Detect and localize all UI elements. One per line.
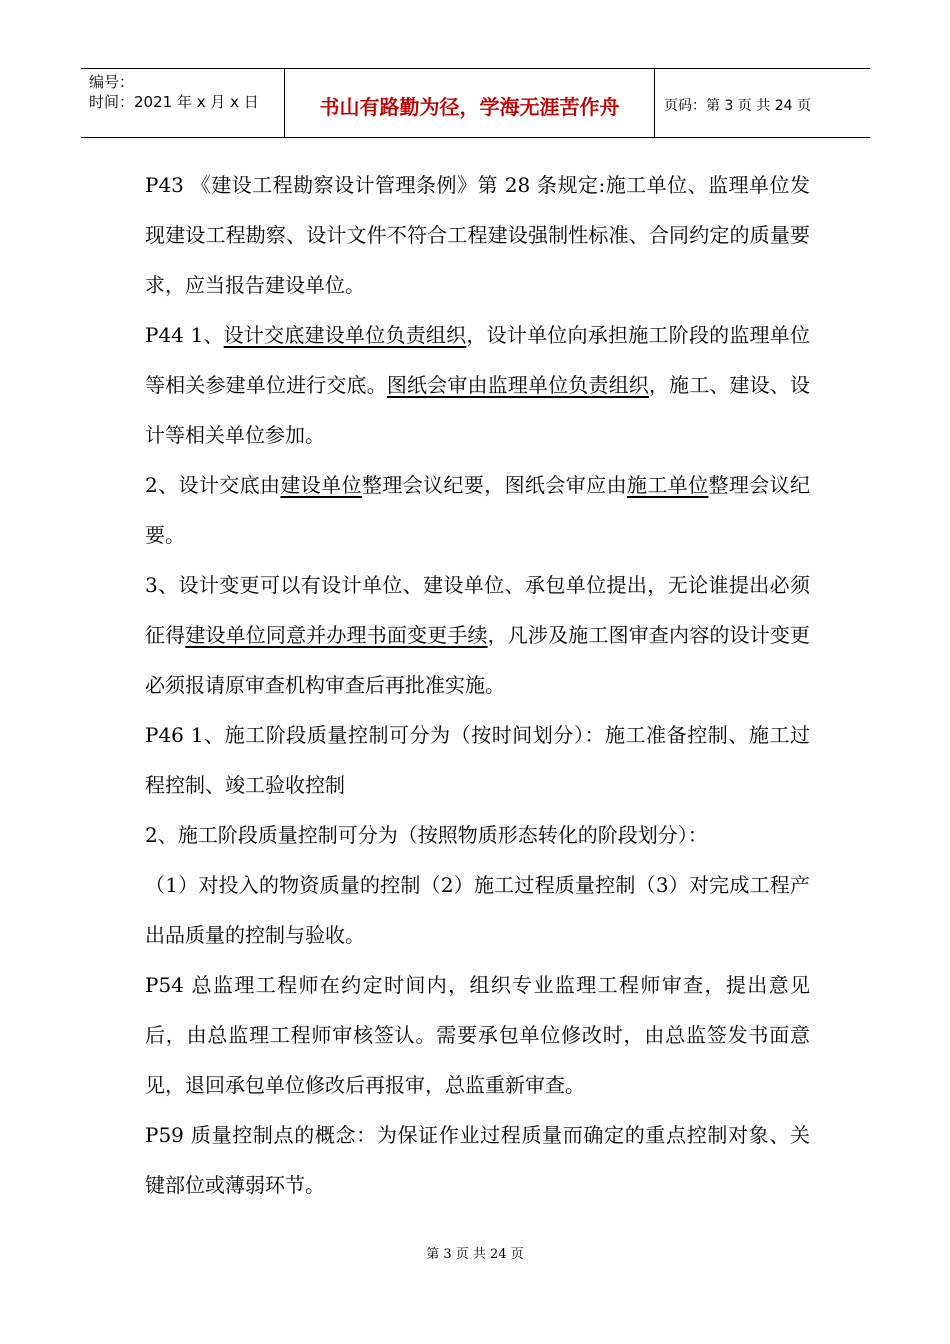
document-number-label: 编号：: [89, 73, 135, 91]
paragraph: [145, 1110, 810, 1210]
text-segment: P54 总监理工程师在约定时间内，组织专业监理工程师审查，提出意见后，由总监理工程师审核签认。需要承包单位修改时，由总监签发书面意见，退回承包单位修改后再报审，总监重新审查。: [145, 973, 810, 1097]
paragraph: [145, 160, 810, 310]
text-segment: P59 质量控制点的概念：为保证作业过程质量而确定的重点控制对象、关键部位或薄弱环节。: [145, 1123, 810, 1197]
page-footer: 第 3 页 共 24 页: [426, 1247, 524, 1262]
text-segment: 整理会议纪要。: [145, 473, 811, 547]
paragraph: [145, 560, 810, 710]
text-segment: 3、设计变更可以有设计单位、建设单位、承包单位提出，无论谁提出必须征得: [145, 573, 810, 647]
header-motto: 书山有路勤为径，学海无涯苦作舟: [285, 69, 655, 137]
underlined-text: 图纸会审由监理单位负责组织: [386, 373, 649, 397]
text-segment: P44 1、: [145, 323, 224, 347]
document-body: [145, 160, 810, 1210]
text-segment: ，凡涉及施工图审查内容的设计变更必须报请原审查机构审查后再批准实施。: [145, 623, 810, 697]
header-meta: [81, 69, 285, 137]
underlined-text: 建设单位: [280, 473, 362, 497]
text-segment: P46 1、施工阶段质量控制可分为（按时间划分）：施工准备控制、施工过程控制、竣工验收控制: [145, 723, 810, 797]
text-segment: ，设计单位向承担施工阶段的监理单位等相关参建单位进行交底。: [145, 323, 811, 397]
paragraph: [145, 860, 810, 960]
underlined-text: 施工单位: [626, 473, 709, 497]
page-header: [81, 68, 870, 138]
paragraph: [145, 310, 810, 460]
text-segment: 2、施工阶段质量控制可分为（按照物质形态转化的阶段划分）：: [145, 823, 708, 847]
underlined-text: 设计交底建设单位负责组织: [223, 323, 467, 347]
document-date: 时间：2021 年 x 月 x 日: [89, 93, 259, 111]
paragraph: [145, 710, 810, 810]
paragraph: [145, 460, 810, 560]
paragraph: [145, 810, 810, 860]
text-segment: ，施工、建设、设计等相关单位参加。: [145, 373, 810, 447]
text-segment: 整理会议纪要，图纸会审应由: [361, 473, 627, 497]
text-segment: P43 《建设工程勘察设计管理条例》第 28 条规定:施工单位、监理单位发现建设工程勘察、设计文件不符合工程建设强制性标准、合同约定的质量要求，应当报告建设单位。: [145, 173, 810, 297]
text-segment: 2、设计交底由: [145, 473, 281, 497]
underlined-text: 建设单位同意并办理书面变更手续: [185, 623, 488, 647]
header-page-info: 页码：第 3 页 共 24 页: [664, 98, 811, 114]
text-segment: （1）对投入的物资质量的控制（2）施工过程质量控制（3）对完成工程产出品质量的控制与验收。: [145, 873, 810, 947]
paragraph: [145, 960, 810, 1110]
